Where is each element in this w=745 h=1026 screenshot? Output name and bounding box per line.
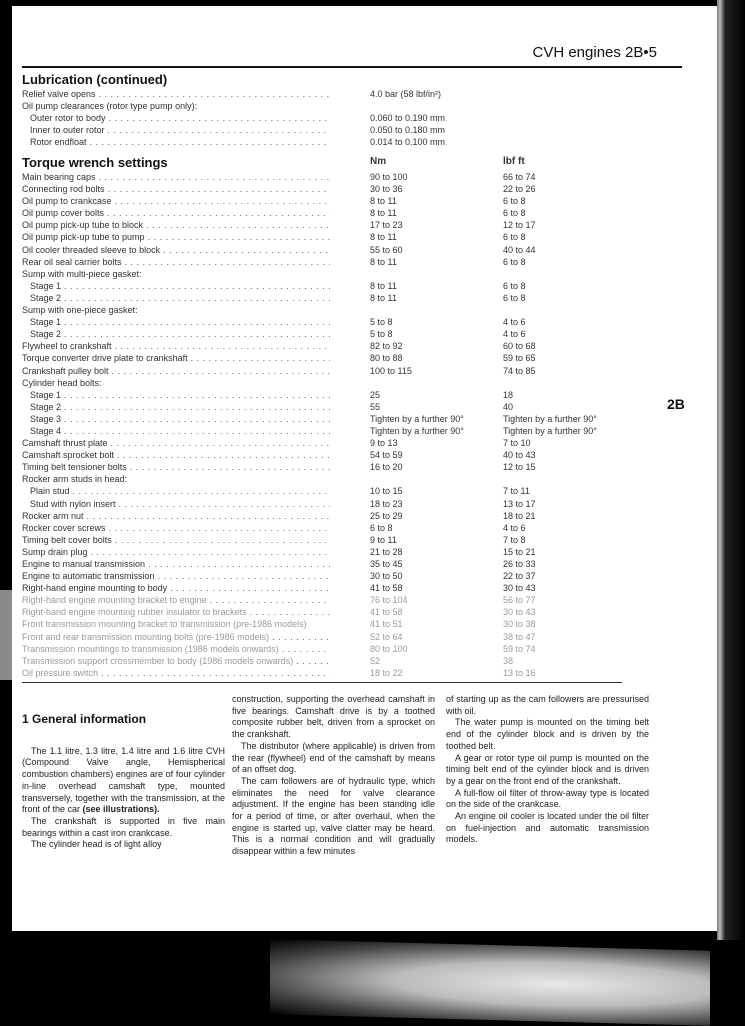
header-rule: [22, 66, 682, 68]
lbf-value: 6 to 8: [503, 256, 526, 267]
nm-value: 8 to 11: [370, 196, 397, 207]
nm-column-header: Nm: [370, 156, 387, 167]
table-row: [22, 594, 712, 606]
table-row: [22, 304, 712, 316]
nm-value: 17 to 23: [370, 220, 403, 231]
row-label: Timing belt tensioner bolts . . .: [22, 461, 330, 473]
nm-value: 55 to 60: [370, 244, 403, 255]
lbf-value: 6 to 8: [503, 232, 526, 243]
lbf-value: 22 to 37: [503, 571, 536, 582]
nm-value: 10 to 15: [370, 486, 403, 497]
row-label: Oil pump cover bolts . . .: [22, 207, 330, 219]
table-row: [22, 316, 712, 328]
table-row: [22, 112, 712, 124]
lbf-value: 30 to 43: [503, 607, 536, 618]
torque-title: Torque wrench settings: [22, 155, 168, 170]
table-row: [22, 124, 712, 136]
table-row: [22, 256, 712, 268]
lbf-value: 30 to 43: [503, 583, 536, 594]
lbf-value: 7 to 8: [503, 534, 526, 545]
lbf-value: 6 to 8: [503, 208, 526, 219]
lbf-value: 4 to 6: [503, 317, 526, 328]
manual-page: [12, 6, 717, 931]
row-value: 0.014 to 0.100 mm: [370, 137, 446, 148]
table-row: [22, 655, 712, 667]
nm-value: 18 to 23: [370, 498, 403, 509]
lbf-value: 12 to 15: [503, 462, 536, 473]
table-row: [22, 171, 712, 183]
nm-value: 41 to 58: [370, 583, 403, 594]
text-column-2: [232, 694, 435, 858]
table-row: [22, 606, 712, 618]
section-heading: 1 General information: [22, 712, 147, 726]
row-label: Oil pump pick-up tube to block . . .: [22, 219, 330, 231]
row-value: 0.060 to 0.190 mm: [370, 113, 446, 124]
table-row: [22, 643, 712, 655]
paragraph: A gear or rotor type oil pump is mounted on the timing belt end of the cylinder block and is driven by a gear on the front end of the crankshaft.: [446, 752, 649, 786]
text-column-1: [22, 694, 225, 851]
row-label: Flywheel to crankshaft . . .: [22, 340, 330, 352]
lbf-value: 74 to 85: [503, 365, 536, 376]
lbf-value: 4 to 6: [503, 522, 526, 533]
nm-value: 52 to 64: [370, 631, 403, 642]
text-column-3: [446, 694, 649, 846]
row-label: Camshaft sprocket bolt . . .: [22, 449, 330, 461]
lbf-value: 6 to 8: [503, 292, 526, 303]
nm-value: 6 to 8: [370, 522, 393, 533]
table-row: [22, 340, 712, 352]
table-row: [22, 377, 712, 389]
nm-value: 52: [370, 655, 381, 666]
paragraph: construction, supporting the overhead camshaft in five bearings. Camshaft drive is by a toothed composite rubber belt, driven from a sprocket on the crankshaft.: [232, 694, 435, 740]
row-label: Transmission support crossmember to body (1986 models onwards) . . .: [22, 655, 330, 667]
paragraph: The cylinder head is of light alloy: [31, 839, 162, 850]
row-value: 4.0 bar (58 lbf/in²): [370, 89, 442, 99]
lbf-value: 6 to 8: [503, 196, 526, 207]
row-label: Oil cooler threaded sleeve to block . . .: [22, 244, 330, 256]
nm-value: 25: [370, 389, 381, 400]
table-row: [22, 425, 712, 437]
table-row: [22, 485, 712, 497]
nm-value: Tighten by a further 90°: [370, 413, 464, 424]
nm-value: 41 to 51: [370, 619, 403, 630]
table-row: [22, 618, 712, 630]
table-row: [22, 401, 712, 413]
nm-value: 82 to 92: [370, 341, 403, 352]
table-row: [22, 231, 712, 243]
lbf-value: 12 to 17: [503, 220, 536, 231]
row-label: Oil pump to crankcase . . .: [22, 195, 330, 207]
row-label: Sump with multi-piece gasket:: [22, 268, 142, 279]
lbf-value: 60 to 68: [503, 341, 536, 352]
chapter-tab: 2B: [667, 396, 685, 412]
lbf-value: 38 to 47: [503, 631, 536, 642]
table-row: [22, 570, 712, 582]
lbf-value: 59 to 65: [503, 353, 536, 364]
table-row: [22, 88, 712, 100]
nm-value: 90 to 100: [370, 172, 408, 182]
lbf-value: 7 to 10: [503, 438, 531, 449]
lbf-value: 56 to 77: [503, 595, 536, 606]
table-row: [22, 437, 712, 449]
nm-value: 54 to 59: [370, 450, 403, 461]
nm-value: Tighten by a further 90°: [370, 425, 464, 436]
table-row: [22, 522, 712, 534]
scan-bottom-artifact: [270, 939, 710, 1026]
lbf-value: 18 to 21: [503, 510, 536, 521]
row-label: Stage 1 . . .: [22, 389, 330, 401]
row-label: Stage 1 . . .: [22, 316, 330, 328]
table-row: [22, 292, 712, 304]
lbf-value: 40 to 43: [503, 450, 536, 461]
paragraph: The 1.1 litre, 1.3 litre, 1.4 litre and 1.6 litre CVH (Compound Valve angle, Hemispherical combustion chambers) engines are of four cylinder in-line overhead camshaft type, mounted transversely, together with the transmission, at the front of the car: [22, 745, 225, 815]
lbf-value: 6 to 8: [503, 280, 526, 291]
row-label: Stage 1 . . .: [22, 280, 330, 292]
row-label: Front transmission mounting bracket to transmission (pre-1986 models): [22, 619, 307, 630]
nm-value: 9 to 13: [370, 438, 398, 449]
table-row: [22, 558, 712, 570]
table-row: [22, 449, 712, 461]
lbf-value: 66 to 74: [503, 172, 536, 182]
row-label: Plain stud . . .: [22, 485, 330, 497]
row-label: Transmission mountings to transmission (1986 models onwards) . . .: [22, 643, 330, 655]
row-label: Crankshaft pulley bolt . . .: [22, 365, 330, 377]
lbf-value: 40 to 44: [503, 244, 536, 255]
row-label: Rocker arm studs in head:: [22, 474, 128, 485]
table-row: [22, 631, 712, 643]
paragraph: A full-flow oil filter of throw-away type is located on the side of the crankcase.: [446, 787, 649, 810]
paragraph: of starting up as the cam followers are pressurised with oil.: [446, 694, 649, 716]
nm-value: 8 to 11: [370, 292, 397, 303]
row-label: Rotor endfloat . . .: [22, 136, 330, 148]
table-row: [22, 389, 712, 401]
row-label: Stud with nylon insert . . .: [22, 498, 330, 510]
torque-column-headers: [22, 156, 712, 170]
row-label: Engine to manual transmission . . .: [22, 558, 330, 570]
lbf-value: Tighten by a further 90°: [503, 425, 597, 436]
lbf-value: 38: [503, 655, 514, 666]
row-label: Outer rotor to body . . .: [22, 112, 330, 124]
lbf-value: 4 to 6: [503, 329, 526, 340]
lubrication-title: Lubrication (continued): [22, 72, 168, 87]
row-label: Torque converter drive plate to crankshaft . . .: [22, 352, 330, 364]
nm-value: 80 to 88: [370, 353, 403, 364]
row-label: Rear oil seal carrier bolts . . .: [22, 256, 330, 268]
lbf-value: 7 to 11: [503, 486, 530, 497]
table-row: [22, 244, 712, 256]
row-label: Engine to automatic transmission . . .: [22, 570, 330, 582]
row-label: Relief valve opens . . .: [22, 88, 330, 100]
table-row: [22, 100, 712, 112]
nm-value: 35 to 45: [370, 559, 403, 569]
row-label: Stage 2 . . .: [22, 328, 330, 340]
nm-value: 5 to 8: [370, 317, 393, 328]
row-label: Cylinder head bolts:: [22, 377, 102, 388]
row-value: 0.050 to 0.180 mm: [370, 125, 446, 136]
nm-value: 41 to 58: [370, 607, 403, 618]
nm-value: 9 to 11: [370, 534, 397, 545]
table-row: [22, 183, 712, 195]
nm-value: 8 to 11: [370, 256, 397, 267]
row-label: Stage 2 . . .: [22, 292, 330, 304]
table-row: [22, 365, 712, 377]
row-label: Timing belt cover bolts . . .: [22, 534, 330, 546]
paragraph: The cam followers are of hydraulic type, which eliminates the need for valve clearance adjustment. If the engine has been standing idle for a period of time, or after overhaul, when the engine is started up, valve clatter may be heard. This is a normal condition and will gradually disappear within a few minutes: [232, 775, 435, 857]
torque-table: [22, 171, 712, 679]
paragraph: An engine oil cooler is located under the oil filter on fuel-injection and automatic transmission models.: [446, 811, 649, 845]
lbf-value: 13 to 17: [503, 498, 536, 509]
lbf-value: 13 to 16: [503, 667, 536, 678]
nm-value: 5 to 8: [370, 329, 393, 340]
row-label: Main bearing caps . . .: [22, 171, 330, 183]
table-row: [22, 352, 712, 364]
paragraph: The water pump is mounted on the timing belt end of the cylinder block and is driven by the toothed belt.: [446, 717, 649, 751]
table-row: [22, 268, 712, 280]
running-head: CVH engines 2B•5: [532, 44, 657, 61]
table-row: [22, 546, 712, 558]
nm-value: 8 to 11: [370, 232, 397, 243]
lbf-value: 15 to 21: [503, 546, 536, 557]
row-label: Inner to outer rotor . . .: [22, 124, 330, 136]
lbf-value: 59 to 74: [503, 643, 536, 654]
lbf-value: 26 to 33: [503, 559, 536, 569]
table-row: [22, 582, 712, 594]
table-row: [22, 207, 712, 219]
row-label: Front and rear transmission mounting bolts (pre-1986 models) . . .: [22, 631, 330, 643]
table-row: [22, 413, 712, 425]
nm-value: 80 to 100: [370, 643, 408, 654]
section-rule: [22, 682, 622, 683]
nm-value: 18 to 22: [370, 667, 403, 678]
row-label: Stage 4 . . .: [22, 425, 330, 437]
row-label: Right-hand engine mounting to body . . .: [22, 582, 330, 594]
scan-right-edge: [717, 0, 745, 940]
table-row: [22, 534, 712, 546]
paragraph: The distributor (where applicable) is driven from the rear (flywheel) end of the camshaft by means of an offset dog.: [232, 740, 435, 775]
row-label: Oil pressure switch . . .: [22, 667, 330, 679]
table-row: [22, 136, 712, 148]
row-label: Sump with one-piece gasket:: [22, 305, 138, 316]
nm-value: 30 to 50: [370, 571, 403, 582]
lbf-column-header: lbf ft: [503, 156, 525, 167]
table-row: [22, 498, 712, 510]
row-label: Stage 3 . . .: [22, 413, 330, 425]
nm-value: 8 to 11: [370, 280, 397, 291]
table-row: [22, 473, 712, 485]
nm-value: 21 to 28: [370, 546, 403, 557]
nm-value: 8 to 11: [370, 208, 397, 219]
lbf-value: 30 to 38: [503, 619, 536, 630]
row-label: Connecting rod bolts . . .: [22, 183, 330, 195]
row-label: Sump drain plug . . .: [22, 546, 330, 558]
torque-header-row: [22, 156, 712, 168]
row-label: Rocker arm nut . . .: [22, 510, 330, 522]
nm-value: 16 to 20: [370, 462, 403, 473]
nm-value: 30 to 36: [370, 184, 403, 195]
table-row: [22, 195, 712, 207]
lubrication-table: [22, 88, 712, 148]
row-label: Right-hand engine mounting rubber insulator to brackets . . .: [22, 606, 330, 618]
row-label: Camshaft thrust plate . . .: [22, 437, 330, 449]
table-row: [22, 280, 712, 292]
nm-value: 25 to 29: [370, 510, 403, 521]
row-label: Oil pump clearances (rotor type pump only):: [22, 101, 198, 112]
nm-value: 76 to 104: [370, 595, 408, 606]
row-label: Oil pump pick-up tube to pump . . .: [22, 231, 330, 243]
row-label: Rocker cover screws . . .: [22, 522, 330, 534]
table-row: [22, 510, 712, 522]
lbf-value: 22 to 26: [503, 184, 536, 195]
lbf-value: 40: [503, 401, 514, 412]
row-label: Stage 2 . . .: [22, 401, 330, 413]
table-row: [22, 328, 712, 340]
lbf-value: Tighten by a further 90°: [503, 413, 597, 424]
nm-value: 100 to 115: [370, 365, 412, 376]
row-label: Right-hand engine mounting bracket to engine . . .: [22, 594, 330, 606]
illustration-reference: (see illustrations).: [82, 804, 160, 815]
lbf-value: 18: [503, 389, 514, 400]
table-row: [22, 461, 712, 473]
nm-value: 55: [370, 401, 381, 412]
paragraph: The crankshaft is supported in five main bearings within a cast iron crankcase.: [22, 815, 225, 838]
table-row: [22, 219, 712, 231]
table-row: [22, 667, 712, 679]
